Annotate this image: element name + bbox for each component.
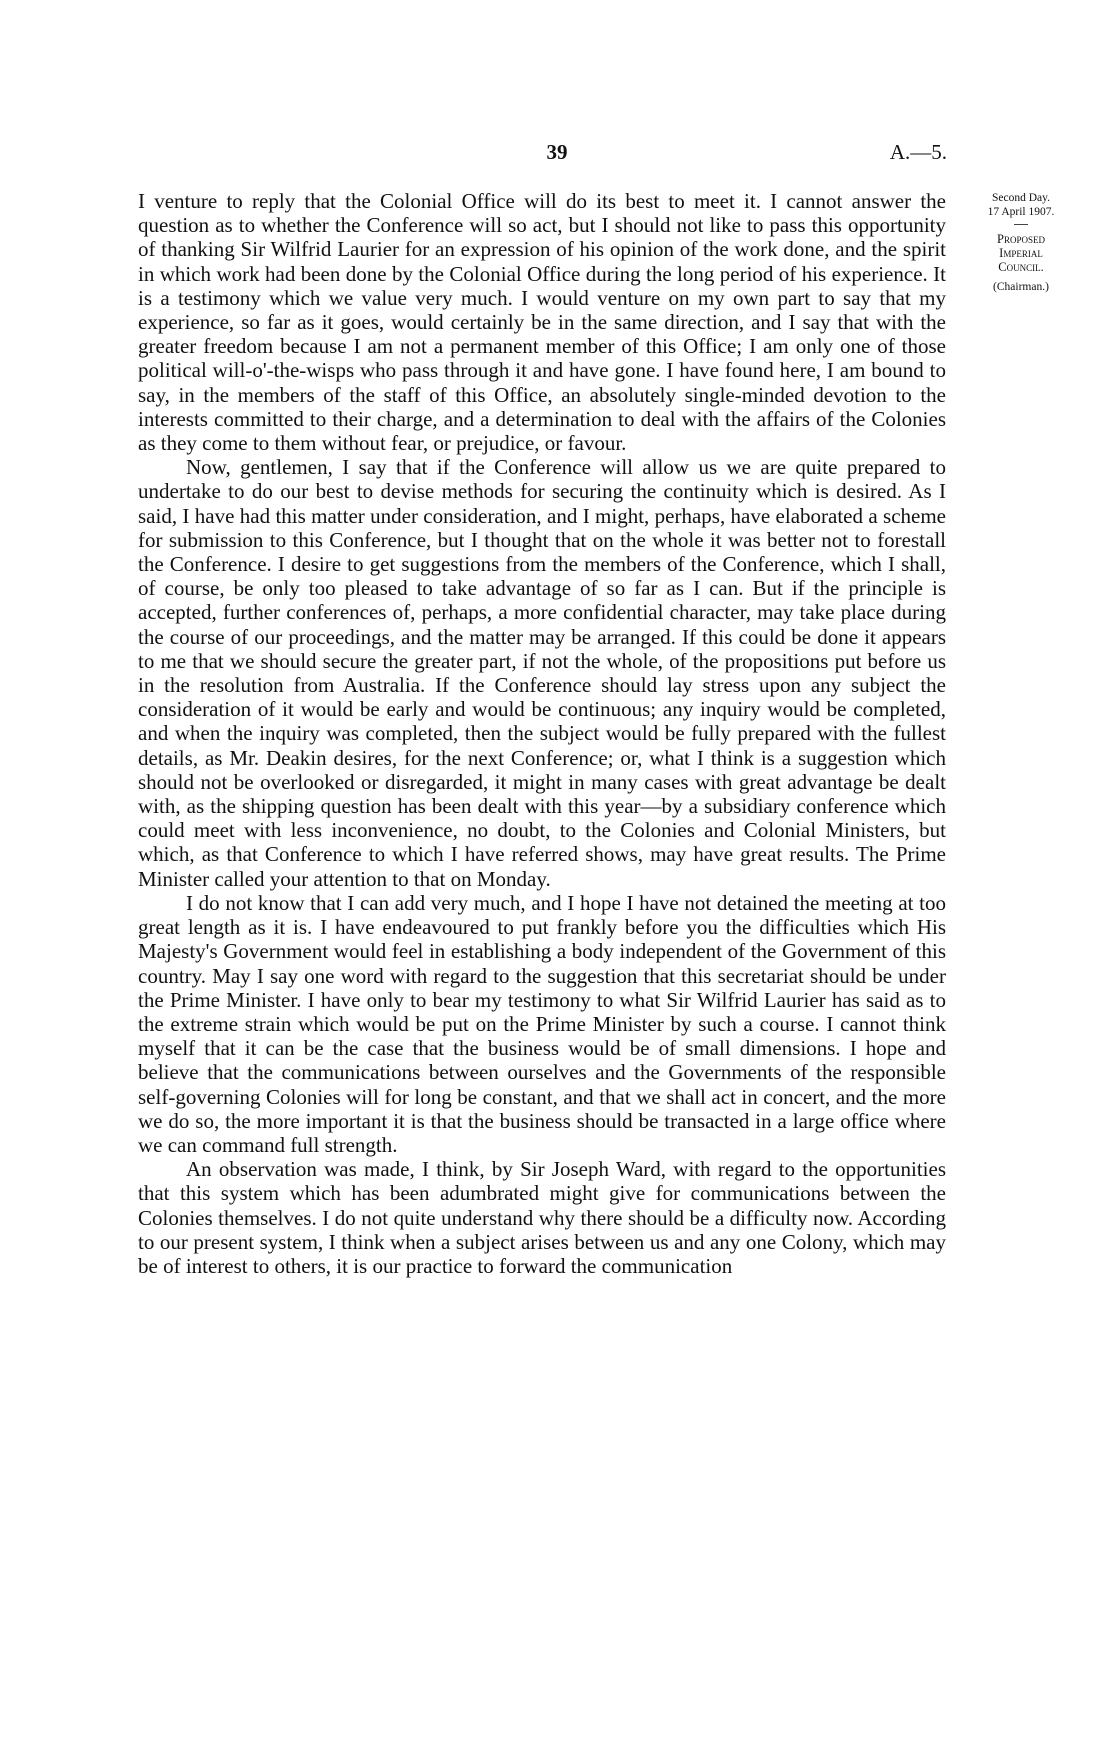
paragraph-2: Now, gentlemen, I say that if the Conference will allow us we are quite prepared to undertake to do our best to devise methods for securing the continuity which is desired. As I said, I have had this matter under consideration, and I might, perhaps, have elaborated a scheme for submission to this Conference, but I thought that on the whole it was better not to forestall the Conference. I desire to get suggestions from the members of the Conference, which I shall, of course, be only too pleased to take advantage of so far as I can. But if the principle is accepted, further conferences of, perhaps, a more confidential character, may take place during the course of our proceedings, and the matter may be arranged. If this could be done it appears to me that we should secure the greater part, if not the whole, of the propositions put before us in the resolution from Australia. If the Conference should lay stress upon any subject the consideration of it would be early and would be continuous; any inquiry would be completed, and when the inquiry was completed, then the subject would be fully prepared with the fullest details, as Mr. Deakin desires, for the next Conference; or, what I think is a suggestion which should not be overlooked or disregarded, it might in many cases with great advantage be dealt with, as the shipping question has been dealt with this year—by a subsidiary conference which could meet with less inconvenience, no doubt, to the Colonies and Colonial Ministers, but which, as that Conference to which I have referred shows, may have great results. The Prime Minister called your attention to that on Monday.	[138, 455, 946, 891]
paragraph-1: I venture to reply that the Colonial Office will do its best to meet it. I cannot answer the question as to whether the Conference will so act, but I should not like to pass this opportunity of thanking Sir Wilfrid Laurier for an expression of his opinion of the work done, and the spirit in which work had been done by the Colonial Office during the long period of his experience. It is a testimony which we value very much. I would venture on my own part to say that my experience, so far as it goes, would certainly be in the same direction, and I say that with the greater freedom because I am not a permanent member of this Office; I am only one of those political will-o'-the-wisps who pass through it and have gone. I have found here, I am bound to say, in the members of the staff of this Office, an absolutely single-minded devotion to the interests committed to their charge, and a determination to deal with the affairs of the Colonies as they come to them without fear, or prejudice, or favour.	[138, 189, 946, 456]
document-reference: A.—5.	[889, 140, 947, 164]
paragraph-3: I do not know that I can add very much, and I hope I have not detained the meeting at too great length as it is. I have endeavoured to put frankly before you the difficulties which His Majesty's Government would feel in establishing a body independent of the Government of this country. May I say one word with regard to the suggestion that this secretariat should be under the Prime Minister. I have only to bear my testimony to what Sir Wilfrid Laurier has said as to the extreme strain which would be put on the Prime Minister by such a course. I cannot think myself that it can be the case that the business would be of small dimensions. I hope and believe that the communications between ourselves and the Governments of the responsible self-governing Colonies will for long be constant, and that we shall act in concert, and the more we do so, the more important it is that the business should be transacted in a large office where we can command full strength.	[138, 890, 946, 1157]
paragraph-4: An observation was made, I think, by Sir Joseph Ward, with regard to the opportunities that this system which has been adumbrated might give for communications between the Colonies themselves. I do not quite understand why there should be a difficulty now. According to our present system, I think when a subject arises between us and any one Colony, which may be of interest to others, it is our practice to forward the communication	[138, 1157, 946, 1278]
margin-note-subject-line-3: Council.	[998, 260, 1044, 274]
margin-note-day: Second Day.	[991, 192, 1051, 204]
margin-note-subject-line-2: Imperial	[999, 246, 1043, 260]
margin-note-chairman: (Chairman.)	[993, 281, 1049, 293]
margin-note-subject	[962, 232, 1080, 274]
page-number: 39	[546, 140, 568, 164]
margin-note-date: 17 April 1907.	[987, 206, 1055, 218]
body-text	[138, 189, 946, 1278]
margin-notes	[962, 191, 1080, 294]
margin-note-divider	[1014, 224, 1028, 225]
margin-note-subject-line-1: Proposed	[997, 232, 1045, 246]
